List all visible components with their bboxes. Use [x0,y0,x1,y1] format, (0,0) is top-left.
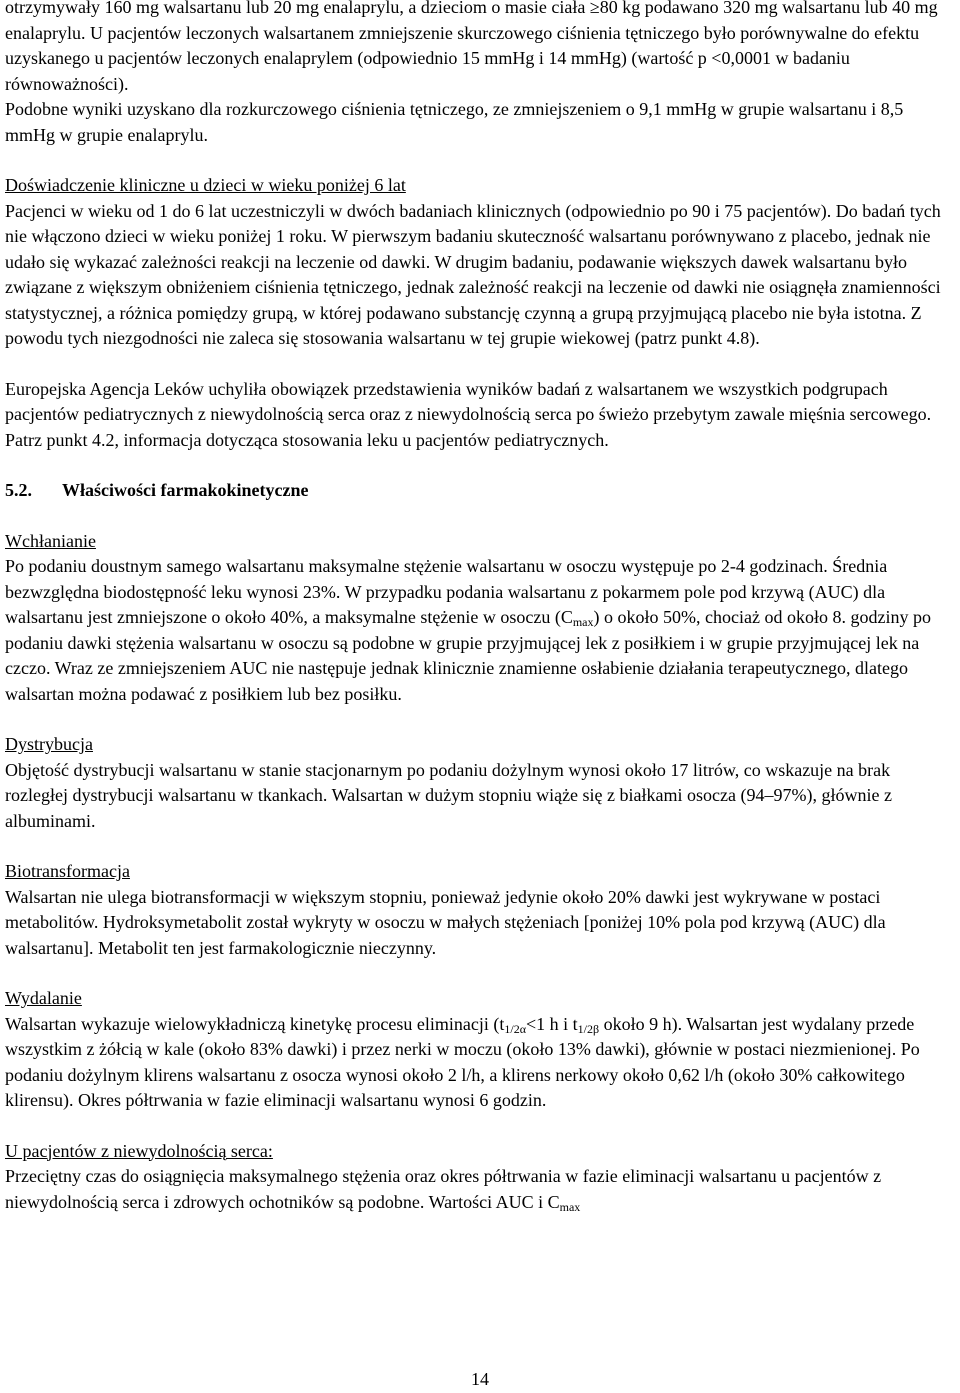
pediatric-subheading: Doświadczenie kliniczne u dzieci w wieku poniżej 6 lat [5,175,406,195]
heart-failure-paragraph: Przeciętny czas do osiągnięcia maksymalnego stężenia oraz okres półtrwania w fazie eliminacji walsartanu u pacjentów z niewydolnością serca i zdrowych ochotników są podobne. Wartości AUC i $C_{max}$ [5,1166,882,1214]
absorption-subheading: Wchłanianie [5,530,96,551]
heart-failure-subheading: U pacjentów z niewydolnością serca: [5,1140,273,1161]
distribution-subheading: Dystrybucja [5,734,93,754]
distribution-paragraph: Objętość dystrybucji walsartanu w stanie stacjonarnym po podaniu dożylnym wynosi około 17 litrów, co wskazuje na brak rozległej dystrybucji walsartanu w tkankach. Walsartan w dużym stopniu wiąże się z białkami osocza (94–97%), głównie z albuminami. [5,759,892,831]
page-number: 14 [471,1369,489,1389]
absorption-paragraph: Po podaniu doustnym samego walsartanu maksymalne stężenie walsartanu w osoczu występuje po 2-4 godzinach. Średnia bezwzględna biodostępność leku wynosi 23%. W przypadku podania walsartanu z pokarmem pole pod krzywą (AUC) dla walsartanu jest zmniejszone o około 40%, a maksymalne stężenie w osoczu $(C_{max})$ o około 50%, chociaż od około 8. godziny po podaniu dawki stężenia walsartanu w osoczu są podobne w grupie przyjmującej lek z posiłkiem i w grupie przyjmującej lek na czczo. Wraz ze zmniejszeniem AUC nie następuje jednak klinicznie znamienne osłabienie działania terapeutycznego, dlatego walsartan można podawać z posiłkiem lub bez posiłku. [5,556,931,704]
intro-paragraph-diastolic: Podobne wyniki uzyskano dla rozkurczowego ciśnienia tętniczego, ze zmniejszeniem o 9,1 mmHg w grupie walsartanu i 8,5 mmHg w grupie enalaprylu. [5,99,904,145]
pediatric-paragraph: Pacjenci w wieku od 1 do 6 lat uczestniczyli w dwóch badaniach klinicznych (odpowiednio po 90 i 75 pacjentów). Do badań tych nie włączono dzieci w wieku poniżej 1 roku. W pierwszym badaniu skuteczność walsartanu porównywano z placebo, jednak nie udało się wykazać zależności reakcji na leczenie od dawki. W drugim badaniu, podawanie większych dawek walsartanu było związane z większym obniżeniem ciśnienia tętniczego, jednak zależność reakcji na leczenie od dawki nie osiągnęła znamienności statystycznej, a różnica pomiędzy grupą, w której podawano substancję czynną a grupą przyjmującą placebo nie była istotna. Z powodu tych niezgodności nie zaleca się stosowania walsartanu w tej grupie wiekowej (patrz punkt 4.8). [5,200,941,348]
section-number: 5.2. [5,480,32,500]
elimination-subheading: Wydalanie [5,988,82,1008]
intro-paragraph: otrzymywały 160 mg walsartanu lub 20 mg enalaprylu, a dzieciom o masie ciała ≥80 kg podawano 320 mg walsartanu lub 40 mg enalaprylu. U pacjentów leczonych walsartanem zmniejszenie skurczowego ciśnienia tętniczego było porównywalne do efektu uzyskanego u pacjentów leczonych enalaprylem (odpowiednio 15 mmHg i 14 mmHg) (wartość p <0,0001 w badaniu równoważności). [5,0,938,94]
section-heading [5,478,956,504]
elimination-paragraph: Walsartan wykazuje wielowykładniczą kinetykę procesu eliminacji ($t_{1/2\alpha}<1$ h i $t_{1/2\beta}$ około 9 h). Walsartan jest wydalany przede wszystkim z żółcią w kale (około 83% dawki) i przez nerki w moczu (około 13% dawki), głównie w postaci niezmienionej. Po podaniu dożylnym klirens walsartanu z osocza wynosi około 2 l/h, a klirens nerkowy około 0,62 l/h (około 30% całkowitego klirensu). Okres półtrwania w fazie eliminacji walsartanu wynosi 6 godzin. [5,1013,920,1110]
document-page [5,0,956,1215]
biotransformation-subheading: Biotransformacja [5,861,130,881]
ema-paragraph: Europejska Agencja Leków uchyliła obowiązek przedstawienia wyników badań z walsartanem we wszystkich podgrupach pacjentów pediatrycznych z niewydolnością serca oraz z niewydolnością serca po świeżo przebytym zawale mięśnia sercowego. Patrz punkt 4.2, informacja dotycząca stosowania leku u pacjentów pediatrycznych. [5,378,932,450]
section-title: Właściwości farmakokinetyczne [62,480,309,500]
biotransformation-paragraph: Walsartan nie ulega biotransformacji w większym stopniu, ponieważ jedynie około 20% dawki jest wykrywane w postaci metabolitów. Hydroksymetabolit został wykryty w osoczu w małych stężeniach [poniżej 10% pola pod krzywą (AUC) dla walsartanu]. Metabolit ten jest farmakologicznie nieczynny. [5,886,886,958]
